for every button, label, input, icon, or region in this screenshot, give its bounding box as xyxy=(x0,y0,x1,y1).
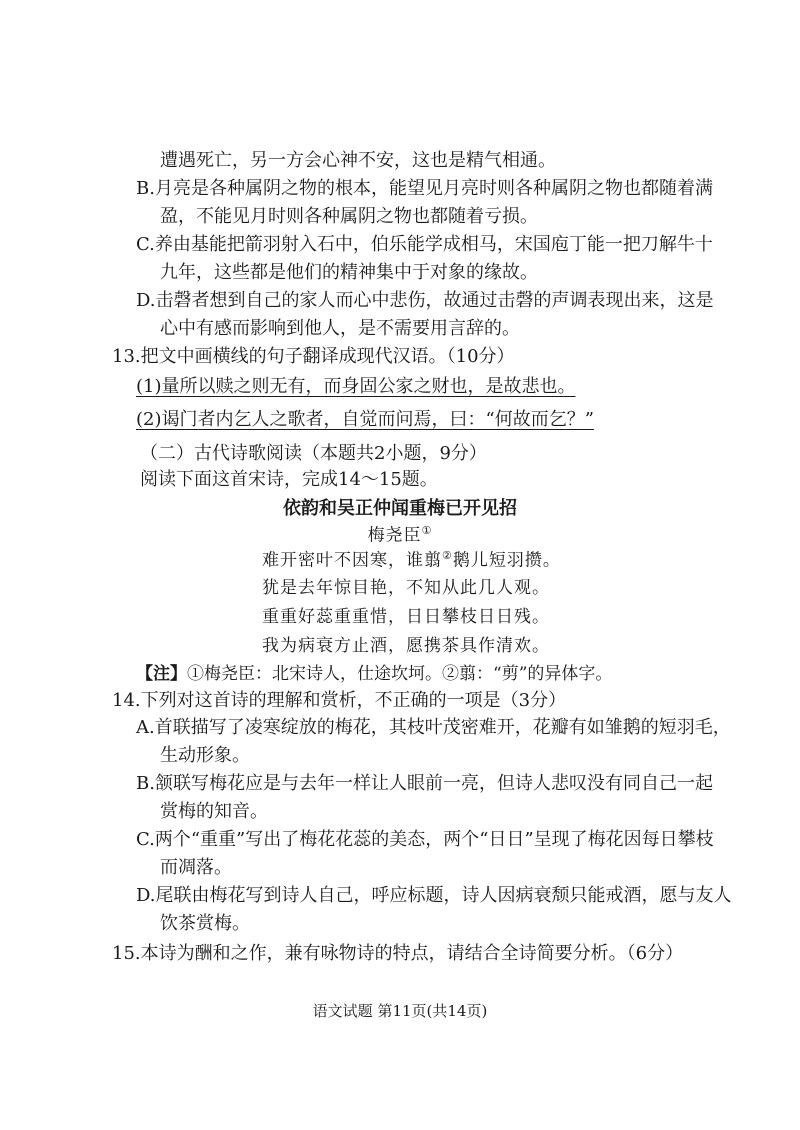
q14-option-b-line1: B.颔联写梅花应是与去年一样让人眼前一亮，但诗人悲叹没有同自己一起 xyxy=(136,773,713,794)
section-2-title: （二）古代诗歌阅读（本题共2小题，9分） xyxy=(140,443,487,464)
q12-option-c-line1: C.养由基能把箭羽射入石中，伯乐能学成相马，宋国庖丁能一把刀解牛十 xyxy=(136,234,713,255)
q12-option-d-line1: D.击磬者想到自己的家人而心中悲伤，故通过击磬的声调表现出来，这是 xyxy=(136,290,714,311)
poem-line-4: 我为病衰方止酒，愿携茶具作清欢。 xyxy=(262,636,550,656)
q13-sentence-2: (2)谒门者内乞人之歌者，自觉而问焉，曰：“何故而乞？” xyxy=(136,409,594,430)
poem-note-text: ①梅尧臣：北宋诗人，仕途坎坷。②翦：“剪”的异体字。 xyxy=(187,664,613,684)
page-footer: 语文试题 第11页(共14页) xyxy=(312,1002,488,1020)
q12-option-b-line1: B.月亮是各种属阴之物的根本，能望见月亮时则各种属阴之物也都随着满 xyxy=(136,178,713,199)
q12-option-d-line2: 心中有感而影响到他人，是不需要用言辞的。 xyxy=(160,318,520,339)
q14-option-a-line1: A.首联描写了凌寒绽放的梅花，其枝叶茂密难开，花瓣有如雏鹅的短羽毛， xyxy=(136,717,731,738)
poem-title: 依韵和吴正仲闻重梅已开见招 xyxy=(283,498,517,519)
q14-option-d-line2: 饮茶赏梅。 xyxy=(160,913,250,934)
poem-line-3: 重重好蕊重重惜，日日攀枝日日残。 xyxy=(262,607,550,627)
poem-author-note-mark: ① xyxy=(421,524,433,537)
q14-option-d-line1: D.尾联由梅花写到诗人自己，呼应标题，诗人因病衰颓只能戒酒，愿与友人 xyxy=(136,885,732,906)
q12-option-c-line2: 九年，这些都是他们的精神集中于对象的缘故。 xyxy=(160,262,538,283)
q15-stem: 15.本诗为酬和之作，兼有咏物诗的特点，请结合全诗简要分析。（6分） xyxy=(112,943,684,964)
poem-author xyxy=(0,524,800,546)
poem-line-2: 犹是去年惊目艳，不知从此几人观。 xyxy=(262,578,550,598)
poem-line-1 xyxy=(262,549,561,571)
q14-option-c-line1: C.两个“重重”写出了梅花花蕊的美态，两个“日日”呈现了梅花因每日攀枝 xyxy=(136,829,714,850)
q12-option-b-line2: 盈，不能见月时则各种属阴之物也都随着亏损。 xyxy=(160,206,538,227)
q13-sentence-1: (1)量所以赎之则无有，而身固公家之财也，是故悲也。 xyxy=(136,376,576,397)
q14-stem: 14.下列对这首诗的理解和赏析，不正确的一项是（3分） xyxy=(112,690,567,711)
poem-author-name: 梅尧臣 xyxy=(367,525,422,546)
section-2-intro: 阅读下面这首宋诗，完成14～15题。 xyxy=(140,469,438,490)
poem-note xyxy=(136,664,612,684)
poem-line-1-part-b: 鹅儿短羽攒。 xyxy=(452,550,561,571)
q13-stem: 13.把文中画横线的句子翻译成现代汉语。（10分） xyxy=(112,346,515,367)
q14-option-a-line2: 生动形象。 xyxy=(160,745,250,766)
q12-option-a-tail: 遭遇死亡，另一方会心神不安，这也是精气相通。 xyxy=(160,150,556,171)
poem-line-1-part-a: 难开密叶不因寒，谁翦 xyxy=(262,550,442,571)
q14-option-c-line2: 而凋落。 xyxy=(160,857,232,878)
q14-option-b-line2: 赏梅的知音。 xyxy=(160,801,268,822)
poem-note-label: 【注】 xyxy=(136,664,187,684)
poem-line-1-note-mark: ② xyxy=(442,549,453,562)
